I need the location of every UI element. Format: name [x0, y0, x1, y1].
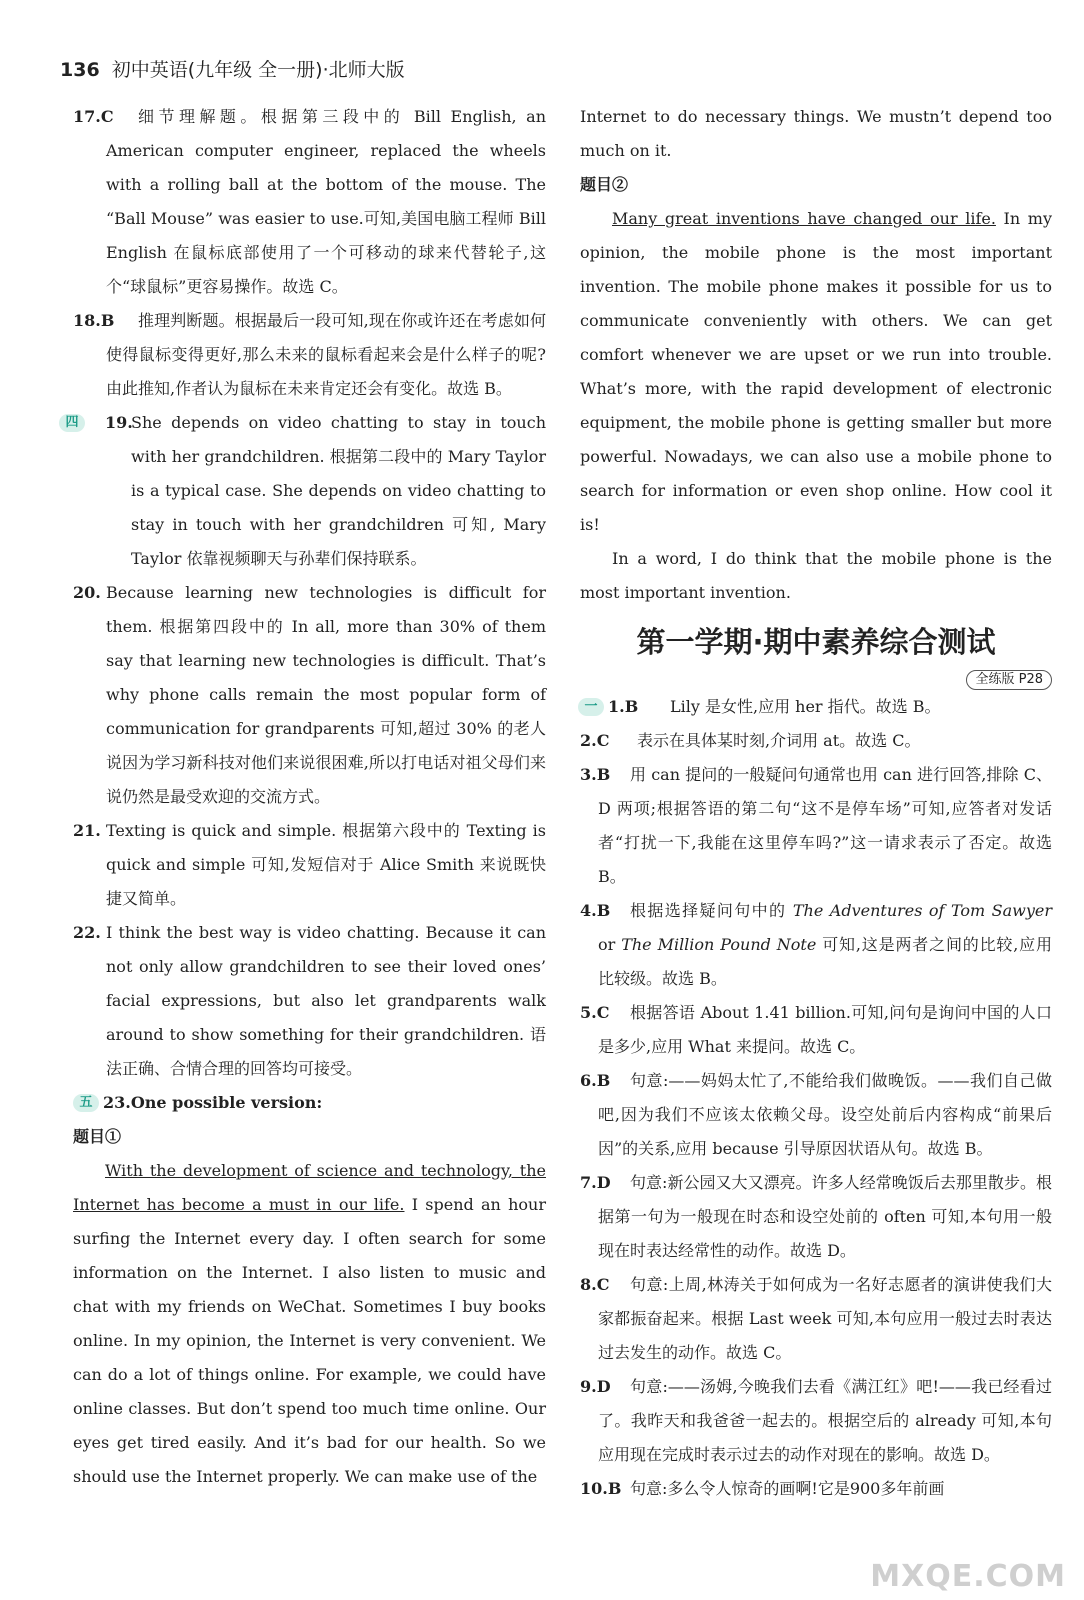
- answer-text: I think the best way is video chatting. Because it can not only allow grandchildren to see their loved ones’ facial expressions, but also let grandparents walk around to show something for their grandchildren. 语法正确、合情合理的回答均可接受。: [106, 923, 546, 1078]
- answer-choice: B: [596, 765, 611, 784]
- answer-choice: B: [624, 697, 639, 716]
- answer-17: [73, 100, 546, 304]
- answer-1: [580, 690, 1052, 724]
- question-number: 4.: [580, 901, 597, 920]
- answer-10: [580, 1472, 1052, 1506]
- answer-choice: B: [607, 1479, 622, 1498]
- answer-3: [580, 758, 1052, 894]
- question-number: 3.: [580, 765, 597, 784]
- essay-2-paragraph-2: In a word, I do think that the mobile phone is the most important invention.: [580, 549, 1052, 602]
- answer-7: [580, 1166, 1052, 1268]
- answer-text: She depends on video chatting to stay in touch with her grandchildren. 根据第二段中的 Mary Taylor is a typical case. She depends on video chatting to stay in touch with her grandchildren 可知, Mary Taylor 依靠视频聊天与孙辈们保持联系。: [131, 413, 546, 568]
- answer-choice: C: [100, 107, 114, 126]
- answer-9: [580, 1370, 1052, 1472]
- page-reference-tag: 全练版 P28: [966, 670, 1052, 690]
- answer-choice: B: [100, 311, 115, 330]
- explanation-part: or: [598, 935, 622, 954]
- answer-22: [73, 916, 546, 1086]
- question-number: 1.: [608, 697, 625, 716]
- book-title: The Million Pound Note: [621, 935, 817, 954]
- question-number: 6.: [580, 1071, 597, 1090]
- answer-18: [73, 304, 546, 406]
- question-number: 20.: [73, 583, 101, 602]
- answer-23: [73, 1086, 546, 1120]
- answer-20: [73, 576, 546, 814]
- topic-2-heading: 题目②: [580, 175, 629, 194]
- answer-21: [73, 814, 546, 916]
- answer-6: [580, 1064, 1052, 1166]
- book-title: 初中英语(九年级 全一册)·北师大版: [111, 59, 405, 81]
- book-title: The Adventures of Tom Sawyer: [792, 901, 1052, 920]
- essay-2-topic-sentence: Many great inventions have changed our life.: [612, 209, 996, 228]
- answer-8: [580, 1268, 1052, 1370]
- section-marker-1: 一: [578, 698, 604, 716]
- explanation: [580, 894, 1052, 996]
- essay-1-ending: Internet to do necessary things. We mustn’t depend too much on it.: [580, 107, 1052, 160]
- answer-choice: C: [596, 1275, 610, 1294]
- question-number: 22.: [73, 923, 101, 942]
- explanation: 句意:——汤姆,今晚我们去看《满江红》吧!——我已经看过了。我昨天和我爸爸一起去的。根据空后的 already 可知,本句应用现在完成时表示过去的动作对现在的影响。故选 D。: [598, 1377, 1052, 1464]
- essay-2-paragraph-1: [580, 202, 1052, 542]
- explanation: 句意:——妈妈太忙了,不能给我们做晚饭。——我们自己做吧,因为我们不应该太依赖父母。设空处前后内容构成“前果后因”的关系,应用 because 引导原因状语从句。故选 B。: [598, 1071, 1052, 1158]
- question-number: 9.: [580, 1377, 597, 1396]
- explanation: Lily 是女性,应用 her 指代。故选 B。: [670, 697, 941, 716]
- question-number: 18.: [73, 311, 101, 330]
- answer-text: Because learning new technologies is difficult for them. 根据第四段中的 In all, more than 30% of them say that learning new technologies is difficult. That’s why phone calls remain the most popular form of communication for grandparents 可知,超过 30% 的老人说因为学习新科技对他们来说很困难,所以打电话对祖父母们来说仍然是最受欢迎的交流方式。: [106, 583, 546, 806]
- essay-1-body: I spend an hour surfing the Internet every day. I often search for some information on the Internet. I also listen to music and chat with my friends on WeChat. Sometimes I buy books online. In my opinion, the Internet is very convenient. We can do a lot of things online. For example, we could have online classes. But don’t spend too much time online. Our eyes get tired easily. And it’s bad for our health. So we should use the Internet properly. We can make use of the: [73, 1195, 546, 1486]
- answer-choice: D: [596, 1173, 611, 1192]
- explanation: 表示在具体某时刻,介词用 at。故选 C。: [637, 731, 921, 750]
- section-marker-5: 五: [73, 1094, 99, 1112]
- answer-choice: B: [596, 901, 611, 920]
- question-number: 23.: [103, 1093, 131, 1112]
- answer-text: One possible version:: [130, 1093, 323, 1112]
- watermark: MXQE.COM: [870, 1559, 1066, 1594]
- question-number: 5.: [580, 1003, 597, 1022]
- right-column: [580, 100, 1052, 1506]
- explanation: 句意:上周,林涛关于如何成为一名好志愿者的演讲使我们大家都振奋起来。根据 Last week 可知,本句应用一般过去时表达过去发生的动作。故选 C。: [598, 1275, 1052, 1362]
- question-number: 2.: [580, 731, 597, 750]
- explanation: 根据答语 About 1.41 billion.可知,问句是询问中国的人口是多少,应用 What 来提问。故选 C。: [598, 1003, 1052, 1056]
- essay-1: [73, 1154, 546, 1494]
- answer-choice: C: [596, 731, 610, 750]
- left-column: [65, 100, 546, 1494]
- question-number: 10.: [580, 1479, 608, 1498]
- question-number: 21.: [73, 821, 101, 840]
- topic-1-heading: 题目①: [73, 1127, 122, 1146]
- page-header: [60, 55, 405, 82]
- explanation: 推理判断题。根据最后一段可知,现在你或许还在考虑如何使得鼠标变得更好,那么未来的鼠标看起来会是什么样子的呢?由此推知,作者认为鼠标在未来肯定还会有变化。故选 B。: [106, 311, 546, 398]
- section-marker-4: 四: [59, 414, 85, 432]
- answer-text: Texting is quick and simple. 根据第六段中的 Texting is quick and simple 可知,发短信对于 Alice Smith 来说既快捷又简单。: [106, 821, 546, 908]
- answer-4: [580, 894, 1052, 996]
- question-number: 17.: [73, 107, 101, 126]
- page-number: 136: [60, 59, 100, 81]
- answer-2: [580, 724, 1052, 758]
- explanation: 句意:新公园又大又漂亮。许多人经常晚饭后去那里散步。根据第一句为一般现在时态和设空处前的 often 可知,本句用一般现在时表达经常性的动作。故选 D。: [598, 1173, 1052, 1260]
- answer-choice: D: [596, 1377, 611, 1396]
- section-title: 第一学期·期中素养综合测试: [636, 625, 996, 659]
- explanation-part: 可知,这是两者之间的比较,应用比较级。故选 B。: [598, 935, 1052, 988]
- answer-choice: C: [596, 1003, 610, 1022]
- answer-choice: B: [596, 1071, 611, 1090]
- answer-5: [580, 996, 1052, 1064]
- question-number: 8.: [580, 1275, 597, 1294]
- essay-2-body: In my opinion, the mobile phone is the most important invention. The mobile phone makes it possible for us to communicate conveniently with others. We can get comfort whenever we are upset or we run into trouble. What’s more, with the rapid development of electronic equipment, the mobile phone is getting smaller but more powerful. Nowadays, we can also use a mobile phone to search for information or even shop online. How cool it is!: [580, 209, 1053, 534]
- explanation: 用 can 提问的一般疑问句通常也用 can 进行回答,排除 C、D 两项;根据答语的第二句“这不是停车场”可知,应答者对发话者“打扰一下,我能在这里停车吗?”这一请求表示了否定。故选 B。: [598, 765, 1052, 886]
- explanation-part: 根据选择疑问句中的: [630, 901, 793, 920]
- question-number: 7.: [580, 1173, 597, 1192]
- explanation: 细节理解题。根据第三段中的 Bill English, an American computer engineer, replaced the wheels with a rolling ball at the bottom of the mouse. The “Ball Mouse” was easier to use.可知,美国电脑工程师 Bill English 在鼠标底部使用了一个可移动的球来代替轮子,这个“球鼠标”更容易操作。故选 C。: [106, 107, 546, 296]
- question-number: 19.: [105, 413, 133, 432]
- answer-19: [65, 406, 546, 576]
- explanation: 句意:多么令人惊奇的画啊!它是900多年前画: [630, 1479, 945, 1498]
- page-reference: [580, 666, 1052, 690]
- essay-1-topic-sentence: With the development of science and technology, the Internet has become a must in our life.: [73, 1161, 546, 1214]
